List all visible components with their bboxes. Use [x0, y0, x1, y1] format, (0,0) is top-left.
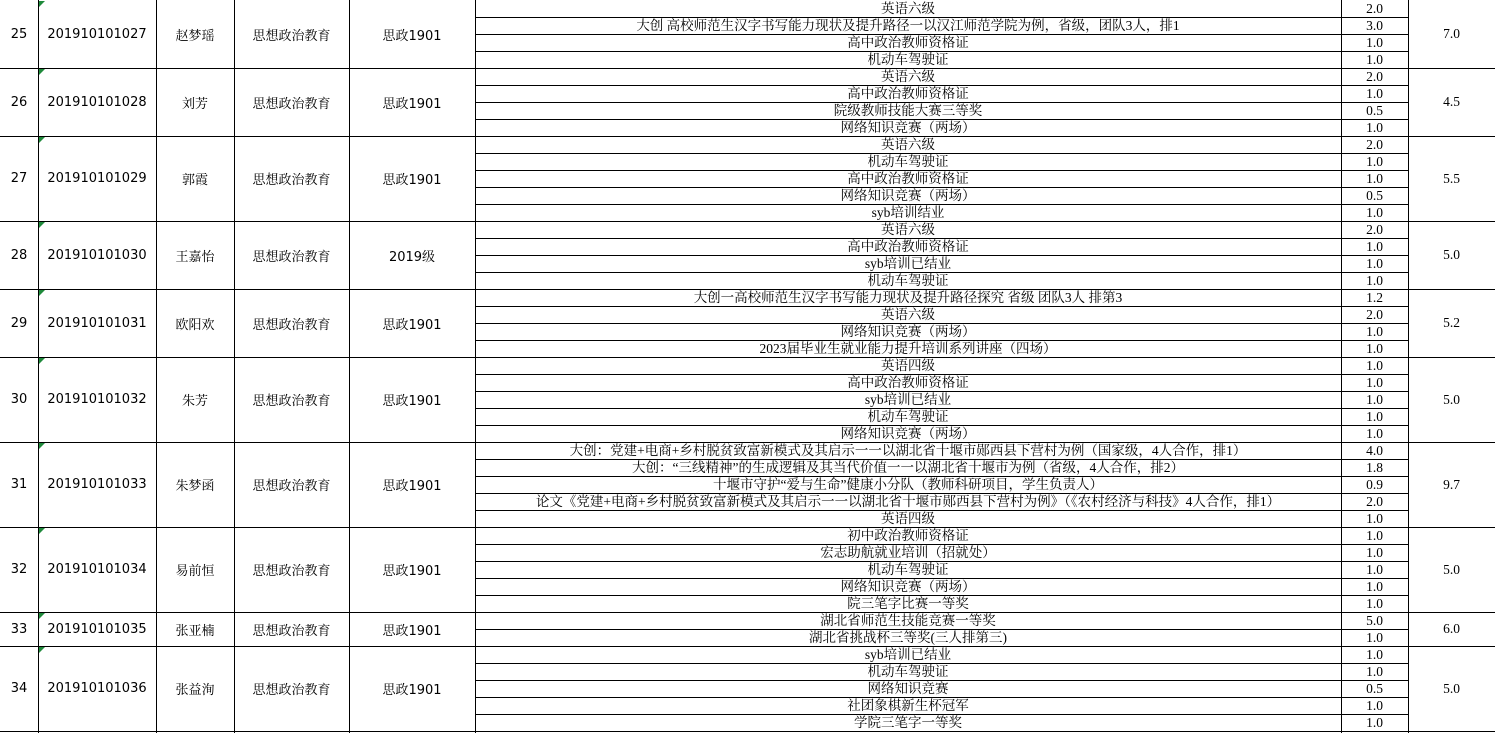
item-description-cell[interactable]: 机动车驾驶证 — [867, 153, 949, 169]
grid-line — [0, 68, 1495, 69]
comment-indicator-icon — [39, 443, 45, 449]
item-description-cell[interactable]: 湖北省师范生技能竞赛一等奖 — [820, 612, 996, 628]
item-description-cell[interactable]: 网络知识竞赛 — [867, 680, 949, 696]
major-cell[interactable]: 思想政治教育 — [252, 173, 331, 188]
row-number-cell[interactable]: 31 — [10, 477, 28, 492]
student-id-cell[interactable]: 201910101030 — [47, 247, 147, 263]
total-score-cell[interactable]: 4.5 — [1443, 94, 1460, 110]
student-id-cell[interactable]: 201910101027 — [47, 26, 147, 42]
comment-indicator-icon — [39, 290, 45, 296]
grid-line — [475, 0, 476, 733]
grid-line — [475, 85, 1408, 86]
item-description-cell[interactable]: 高中政治教师资格证 — [847, 374, 969, 390]
grid-line — [475, 544, 1408, 545]
class-cell[interactable]: 2019级 — [388, 249, 436, 265]
grid-line — [0, 136, 1495, 137]
major-cell[interactable]: 思想政治教育 — [252, 479, 331, 494]
item-score-cell[interactable]: 1.0 — [1366, 697, 1383, 713]
student-name-cell[interactable]: 朱芳 — [181, 394, 208, 409]
grid-line — [38, 0, 39, 733]
grid-line — [475, 51, 1408, 52]
grid-line — [475, 153, 1408, 154]
grid-line — [0, 612, 1495, 613]
item-score-cell[interactable]: 1.8 — [1366, 459, 1383, 475]
row-number-cell[interactable]: 28 — [10, 247, 28, 263]
major-cell[interactable]: 思想政治教育 — [252, 564, 331, 579]
item-score-cell[interactable]: 0.5 — [1366, 102, 1383, 118]
grid-line — [0, 221, 1495, 222]
item-description-cell[interactable]: 大创 高校师范生汉字书写能力现状及提升路径一以汉江师范学院为例，省级，团队3人，排1 — [636, 17, 1180, 33]
total-score-cell[interactable]: 6.0 — [1443, 621, 1460, 637]
grid-line — [475, 680, 1408, 681]
item-score-cell[interactable]: 1.2 — [1366, 289, 1383, 305]
item-score-cell[interactable]: 2.0 — [1366, 68, 1383, 84]
comment-indicator-icon — [39, 222, 45, 228]
grid-line — [475, 714, 1408, 715]
grid-line — [475, 102, 1408, 103]
total-score-cell[interactable]: 9.7 — [1443, 476, 1460, 492]
row-number-cell[interactable]: 27 — [10, 171, 28, 186]
total-score-cell[interactable]: 5.0 — [1443, 391, 1460, 407]
grid-line — [475, 34, 1408, 35]
comment-indicator-icon — [39, 1, 45, 7]
item-score-cell[interactable]: 1.0 — [1366, 663, 1383, 679]
item-description-cell[interactable]: 英语六级 — [881, 221, 935, 237]
item-score-cell[interactable]: 3.0 — [1366, 17, 1383, 33]
class-cell[interactable]: 思政1901 — [382, 96, 442, 112]
grid-line — [475, 629, 1408, 630]
item-score-cell[interactable]: 1.0 — [1366, 646, 1383, 662]
item-score-cell[interactable]: 1.0 — [1366, 510, 1383, 526]
student-name-cell[interactable]: 张亚楠 — [175, 623, 215, 639]
comment-indicator-icon — [39, 647, 45, 653]
grid-line — [475, 697, 1408, 698]
grid-line — [0, 527, 1495, 528]
comment-indicator-icon — [39, 613, 45, 619]
class-cell[interactable]: 思政1901 — [382, 623, 442, 639]
class-cell[interactable]: 思政1901 — [382, 683, 442, 698]
item-description-cell[interactable]: 英语六级 — [881, 306, 935, 322]
item-score-cell[interactable]: 0.5 — [1366, 187, 1383, 203]
major-cell[interactable]: 思想政治教育 — [252, 394, 331, 409]
grid-line — [475, 595, 1408, 596]
item-description-cell[interactable]: 机动车驾驶证 — [867, 561, 949, 577]
item-description-cell[interactable]: 高中政治教师资格证 — [847, 238, 969, 254]
student-name-cell[interactable]: 欧阳欢 — [175, 317, 215, 333]
student-name-cell[interactable]: 朱梦函 — [175, 479, 215, 494]
comment-indicator-icon — [39, 358, 45, 364]
item-description-cell[interactable]: 大创一高校师范生汉字书写能力现状及提升路径探究 省级 团队3人 排第3 — [693, 289, 1123, 305]
grid-line — [234, 0, 235, 733]
grid-line — [475, 476, 1408, 477]
grid-line — [475, 663, 1408, 664]
grid-line — [475, 323, 1408, 324]
item-score-cell[interactable]: 1.0 — [1366, 204, 1383, 220]
grid-line — [475, 306, 1408, 307]
item-description-cell[interactable]: 英语四级 — [881, 510, 935, 526]
grid-line — [0, 731, 1495, 732]
grid-line — [475, 408, 1408, 409]
item-description-cell[interactable]: 网络知识竞赛（两场） — [840, 323, 976, 339]
item-description-cell[interactable]: 网络知识竞赛（两场） — [840, 425, 976, 441]
total-score-cell[interactable]: 5.0 — [1443, 680, 1460, 696]
student-name-cell[interactable]: 易前恒 — [175, 564, 215, 579]
grid-line — [475, 374, 1408, 375]
student-name-cell[interactable]: 王嘉怡 — [175, 249, 215, 265]
item-description-cell[interactable]: 宏志助航就业培训（招就处） — [820, 544, 996, 560]
item-score-cell[interactable]: 1.0 — [1366, 425, 1383, 441]
item-score-cell[interactable]: 2.0 — [1366, 493, 1383, 509]
item-description-cell[interactable]: 英语六级 — [881, 68, 935, 84]
total-score-cell[interactable]: 5.0 — [1443, 561, 1460, 577]
item-score-cell[interactable]: 1.0 — [1366, 170, 1383, 186]
item-score-cell[interactable]: 1.0 — [1366, 391, 1383, 407]
item-description-cell[interactable]: 网络知识竞赛（两场） — [840, 119, 976, 135]
item-description-cell[interactable]: 英语四级 — [881, 357, 935, 373]
student-name-cell[interactable]: 刘芳 — [181, 96, 208, 112]
total-score-cell[interactable]: 5.5 — [1443, 170, 1460, 186]
row-number-cell[interactable]: 34 — [10, 681, 28, 696]
comment-indicator-icon — [39, 528, 45, 534]
student-id-cell[interactable]: 201910101032 — [47, 392, 147, 407]
major-cell[interactable]: 思想政治教育 — [252, 96, 331, 112]
item-description-cell[interactable]: 机动车驾驶证 — [867, 272, 949, 288]
item-description-cell[interactable]: 大创：党建+电商+乡村脱贫致富新模式及其启示一一以湖北省十堰市郧西县下营村为例（国家级，4人合作，排1） — [569, 442, 1247, 458]
item-score-cell[interactable]: 1.0 — [1366, 595, 1383, 611]
student-id-cell[interactable]: 201910101031 — [47, 315, 147, 331]
item-score-cell[interactable]: 1.0 — [1366, 544, 1383, 560]
total-score-cell[interactable]: 7.0 — [1443, 26, 1460, 42]
item-description-cell[interactable]: 社团象棋新生杯冠军 — [847, 697, 969, 713]
class-cell[interactable]: 思政1901 — [382, 173, 442, 188]
item-score-cell[interactable]: 1.0 — [1366, 51, 1383, 67]
grid-line — [475, 204, 1408, 205]
item-score-cell[interactable]: 1.0 — [1366, 34, 1383, 50]
item-score-cell[interactable]: 1.0 — [1366, 340, 1383, 356]
item-score-cell[interactable]: 1.0 — [1366, 578, 1383, 594]
grid-line — [475, 17, 1408, 18]
item-score-cell[interactable]: 1.0 — [1366, 119, 1383, 135]
student-id-cell[interactable]: 201910101036 — [47, 681, 147, 696]
grid-line — [0, 357, 1495, 358]
major-cell[interactable]: 思想政治教育 — [252, 28, 331, 44]
comment-indicator-icon — [39, 137, 45, 143]
class-cell[interactable]: 思政1901 — [382, 479, 442, 494]
grid-line — [475, 187, 1408, 188]
item-score-cell[interactable]: 1.0 — [1366, 153, 1383, 169]
class-cell[interactable]: 思政1901 — [382, 28, 442, 44]
grid-line — [475, 391, 1408, 392]
item-score-cell[interactable]: 5.0 — [1366, 612, 1383, 628]
major-cell[interactable]: 思想政治教育 — [252, 623, 331, 639]
item-description-cell[interactable]: 十堰市守护“爱与生命”健康小分队（教师科研项目，学生负责人） — [713, 476, 1103, 492]
item-score-cell[interactable]: 1.0 — [1366, 408, 1383, 424]
row-number-cell[interactable]: 30 — [10, 392, 28, 407]
grid-line — [156, 0, 157, 733]
item-description-cell[interactable]: syb培训已结业 — [864, 391, 952, 407]
item-description-cell[interactable]: syb培训结业 — [871, 204, 945, 220]
major-cell[interactable]: 思想政治教育 — [252, 249, 331, 265]
item-description-cell[interactable]: 机动车驾驶证 — [867, 663, 949, 679]
item-description-cell[interactable]: 机动车驾驶证 — [867, 408, 949, 424]
item-description-cell[interactable]: 学院三笔字一等奖 — [854, 714, 962, 730]
item-description-cell[interactable]: 院级教师技能大赛三等奖 — [833, 102, 983, 118]
grid-line — [1408, 0, 1409, 733]
grid-line — [0, 289, 1495, 290]
total-score-cell[interactable]: 5.2 — [1443, 315, 1460, 331]
item-description-cell[interactable]: 高中政治教师资格证 — [847, 170, 969, 186]
class-cell[interactable]: 思政1901 — [382, 564, 442, 579]
student-name-cell[interactable]: 赵梦瑶 — [175, 28, 215, 44]
grid-line — [475, 255, 1408, 256]
student-id-cell[interactable]: 201910101035 — [47, 621, 147, 637]
item-score-cell[interactable]: 1.0 — [1366, 255, 1383, 271]
item-description-cell[interactable]: 湖北省挑战杯三等奖(三人排第三) — [809, 629, 1007, 645]
grid-line — [475, 561, 1408, 562]
item-description-cell[interactable]: 院三笔字比赛一等奖 — [847, 595, 969, 611]
item-description-cell[interactable]: 2023届毕业生就业能力提升培训系列讲座（四场） — [759, 340, 1057, 356]
item-description-cell[interactable]: 大创：“三线精神”的生成逻辑及其当代价值一一以湖北省十堰市为例（省级，4人合作，排2） — [632, 459, 1184, 475]
item-description-cell[interactable]: 网络知识竞赛（两场） — [840, 578, 976, 594]
grid-line — [0, 646, 1495, 647]
item-description-cell[interactable]: 英语六级 — [881, 136, 935, 152]
grid-line — [475, 340, 1408, 341]
item-description-cell[interactable]: 英语六级 — [881, 0, 935, 16]
class-cell[interactable]: 思政1901 — [382, 317, 442, 333]
grid-line — [475, 510, 1408, 511]
item-score-cell[interactable]: 1.0 — [1366, 374, 1383, 390]
grid-line — [475, 238, 1408, 239]
grid-line — [349, 0, 350, 733]
item-score-cell[interactable]: 0.9 — [1366, 476, 1383, 492]
item-description-cell[interactable]: syb培训已结业 — [864, 255, 952, 271]
student-name-cell[interactable]: 张益洵 — [175, 683, 215, 698]
item-score-cell[interactable]: 1.0 — [1366, 629, 1383, 645]
item-score-cell[interactable]: 2.0 — [1366, 136, 1383, 152]
row-number-cell[interactable]: 26 — [10, 94, 28, 110]
grid-line — [475, 459, 1408, 460]
grid-line — [475, 170, 1408, 171]
item-score-cell[interactable]: 2.0 — [1366, 306, 1383, 322]
item-description-cell[interactable]: 网络知识竞赛（两场） — [840, 187, 976, 203]
item-score-cell[interactable]: 2.0 — [1366, 221, 1383, 237]
item-score-cell[interactable]: 1.0 — [1366, 85, 1383, 101]
item-score-cell[interactable]: 1.0 — [1366, 561, 1383, 577]
item-score-cell[interactable]: 1.0 — [1366, 714, 1383, 730]
row-number-cell[interactable]: 29 — [10, 315, 28, 331]
major-cell[interactable]: 思想政治教育 — [252, 317, 331, 333]
item-description-cell[interactable]: 高中政治教师资格证 — [847, 34, 969, 50]
item-score-cell[interactable]: 1.0 — [1366, 272, 1383, 288]
grid-line — [475, 425, 1408, 426]
item-description-cell[interactable]: syb培训已结业 — [864, 646, 952, 662]
student-id-cell[interactable]: 201910101033 — [47, 477, 147, 492]
grid-line — [0, 442, 1495, 443]
row-number-cell[interactable]: 32 — [10, 562, 28, 577]
student-id-cell[interactable]: 201910101034 — [47, 562, 147, 577]
class-cell[interactable]: 思政1901 — [382, 394, 442, 409]
student-id-cell[interactable]: 201910101029 — [47, 171, 147, 186]
item-description-cell[interactable]: 机动车驾驶证 — [867, 51, 949, 67]
student-id-cell[interactable]: 201910101028 — [47, 94, 147, 110]
major-cell[interactable]: 思想政治教育 — [252, 683, 331, 698]
comment-indicator-icon — [39, 69, 45, 75]
item-score-cell[interactable]: 2.0 — [1366, 0, 1383, 16]
item-score-cell[interactable]: 1.0 — [1366, 238, 1383, 254]
item-score-cell[interactable]: 1.0 — [1366, 323, 1383, 339]
item-description-cell[interactable]: 初中政治教师资格证 — [847, 527, 969, 543]
item-score-cell[interactable]: 4.0 — [1366, 442, 1383, 458]
item-description-cell[interactable]: 论文《党建+电商+乡村脱贫致富新模式及其启示一一以湖北省十堰市郧西县下营村为例》（《农村经济与科技》4人合作，排1） — [535, 493, 1281, 509]
grid-line — [475, 493, 1408, 494]
row-number-cell[interactable]: 33 — [10, 621, 28, 637]
grid-line — [475, 578, 1408, 579]
grid-line — [475, 272, 1408, 273]
total-score-cell[interactable]: 5.0 — [1443, 247, 1460, 263]
item-score-cell[interactable]: 1.0 — [1366, 527, 1383, 543]
item-score-cell[interactable]: 1.0 — [1366, 357, 1383, 373]
item-score-cell[interactable]: 0.5 — [1366, 680, 1383, 696]
student-name-cell[interactable]: 郭霞 — [181, 173, 208, 188]
grid-line — [1341, 0, 1342, 733]
grid-line — [475, 119, 1408, 120]
row-number-cell[interactable]: 25 — [10, 26, 28, 42]
item-description-cell[interactable]: 高中政治教师资格证 — [847, 85, 969, 101]
